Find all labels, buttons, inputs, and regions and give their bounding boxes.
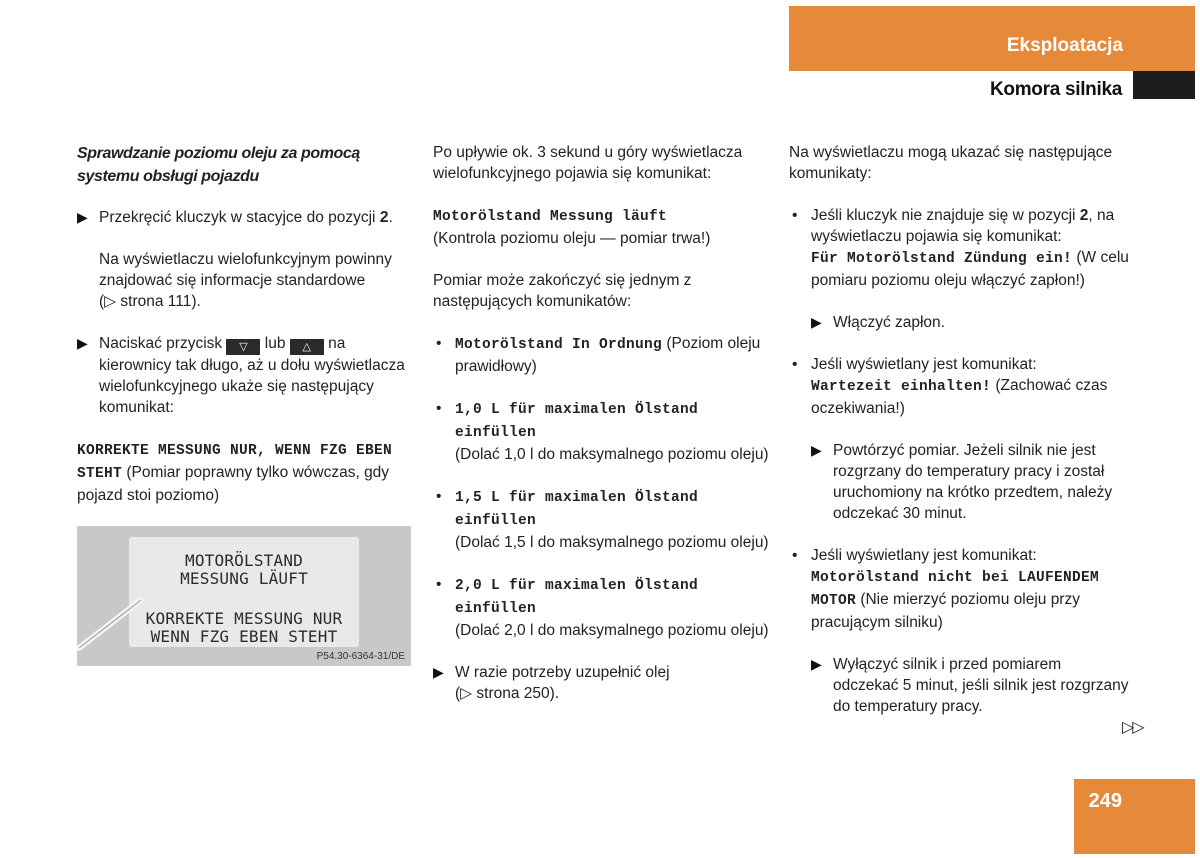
list-item: • 1,5 L für maximalen Ölstand einfüllen (Dolać 1,5 l do maksymalnego poziomu oleju)	[436, 488, 769, 551]
up-button-icon: △	[290, 339, 324, 355]
step-stop-engine: ▶ Wyłączyć silnik i przed pomiarem odczekać 5 minut, jeśli silnik jest rozgrzany do temperatury pracy.	[811, 656, 1129, 715]
list-item: • Jeśli wyświetlany jest komunikat: Motorölstand nicht bei LAUFENDEM MOTOR (Nie mierzyć poziomu oleju przy pracującym silniku)	[792, 547, 1100, 631]
page-reference: (▷ strona 250).	[455, 685, 560, 702]
page-number: 249	[1088, 790, 1122, 812]
running-message: Motorölstand Messung läuft (Kontrola poziomu oleju — pomiar trwa!)	[433, 209, 711, 247]
result-intro: Pomiar może zakończyć się jednym z następujących komunikatów:	[433, 272, 692, 310]
bullet-icon: •	[436, 576, 442, 593]
header-section-title: Eksploatacja	[1006, 35, 1123, 56]
intro-paragraph: Na wyświetlaczu mogą ukazać się następujące komunikaty:	[789, 144, 1113, 182]
standard-info-paragraph: Na wyświetlaczu wielofunkcyjnym powinny znajdować się informacje standardowe (▷ strona 111).	[99, 251, 392, 310]
step-arrow-icon: ▶	[811, 656, 822, 672]
list-item: • Motorölstand In Ordnung (Poziom oleju prawidłowy)	[436, 335, 761, 375]
header-subsection-title: Komora silnika	[989, 79, 1122, 100]
step-press-button: ▶ Naciskać przycisk ▽ lub △ na kierownicy tak długo, aż u dołu wyświetlacza wielofunkcyjnego ukaże się następujący komunikat:	[77, 335, 405, 416]
display-figure	[77, 526, 411, 666]
measurement-message: KORREKTE MESSUNG NUR, WENN FZG EBEN STEHT (Pomiar poprawny tylko wówczas, gdy pojazd stoi poziomo)	[77, 443, 393, 504]
list-item: • Jeśli wyświetlany jest komunikat: Wartezeit einhalten! (Zachować czas oczekiwania!)	[792, 356, 1108, 417]
list-item: • Jeśli kluczyk nie znajduje się w pozycji 2, na wyświetlaczu pojawia się komunikat: Für Motorölstand Zündung ein! (W celu pomiaru poziomu oleju włączyć zapłon!)	[792, 207, 1129, 289]
column-middle	[433, 142, 771, 725]
bullet-icon: •	[792, 356, 798, 373]
step-top-up-oil: ▶ W razie potrzeby uzupełnić olej (▷ strona 250).	[433, 664, 670, 702]
bullet-icon: •	[792, 547, 798, 564]
lcd-line: MESSUNG LÄUFT	[180, 569, 308, 588]
list-item: • 2,0 L für maximalen Ölstand einfüllen (Dolać 2,0 l do maksymalnego poziomu oleju)	[436, 576, 769, 639]
step-arrow-icon: ▶	[77, 209, 88, 225]
bullet-icon: •	[436, 335, 442, 352]
step-arrow-icon: ▶	[811, 314, 822, 330]
continue-arrows-icon: ▷▷	[1122, 719, 1143, 736]
header-marker-bar	[1133, 71, 1195, 99]
column-right	[789, 142, 1129, 738]
step-ignition-on: ▶ Włączyć zapłon.	[811, 314, 945, 331]
bullet-icon: •	[792, 207, 798, 224]
column-left	[77, 142, 413, 666]
lcd-line: MOTORÖLSTAND	[185, 551, 303, 570]
step-arrow-icon: ▶	[811, 442, 822, 458]
step-ignition: ▶ Przekręcić kluczyk w stacyjce do pozycji 2.	[77, 209, 393, 226]
header-section-box	[789, 6, 1195, 71]
intro-paragraph: Po upływie ok. 3 sekund u góry wyświetlacza wielofunkcyjnego pojawia się komunikat:	[433, 144, 743, 182]
bullet-icon: •	[436, 488, 442, 505]
lcd-line: KORREKTE MESSUNG NUR	[145, 609, 343, 628]
down-button-icon: ▽	[226, 339, 260, 355]
page-reference: (▷ strona 111).	[99, 293, 201, 310]
list-item: • 1,0 L für maximalen Ölstand einfüllen (Dolać 1,0 l do maksymalnego poziomu oleju)	[436, 400, 769, 463]
step-arrow-icon: ▶	[77, 335, 88, 351]
figure-caption: P54.30-6364-31/DE	[316, 651, 405, 662]
subheading: Sprawdzanie poziomu oleju za pomocą systemu obsługi pojazdu	[77, 145, 360, 185]
lcd-line: WENN FZG EBEN STEHT	[150, 627, 338, 646]
bullet-icon: •	[436, 400, 442, 417]
pointer-line-icon	[77, 526, 411, 666]
step-repeat-measurement: ▶ Powtórzyć pomiar. Jeżeli silnik nie jest rozgrzany do temperatury pracy i został uruchomiony na krótko przedtem, należy odczekać 30 minut.	[811, 442, 1113, 522]
step-arrow-icon: ▶	[433, 664, 444, 680]
